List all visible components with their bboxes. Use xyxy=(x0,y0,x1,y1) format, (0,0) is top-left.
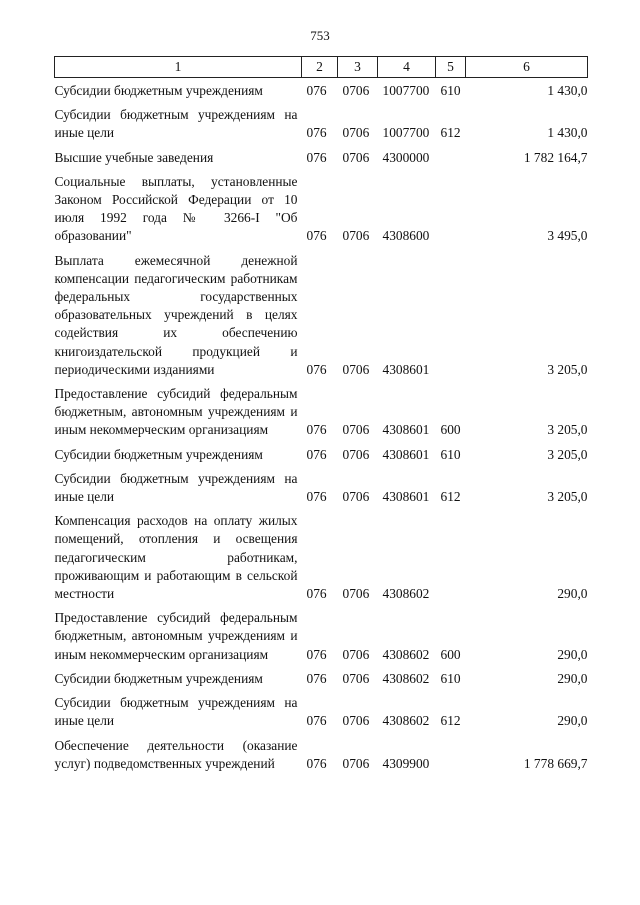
table-row xyxy=(55,379,588,440)
row-target-code: 4309900 xyxy=(382,755,430,771)
row-section-code: 0706 xyxy=(342,670,370,686)
table-row xyxy=(55,664,588,688)
row-ministry-code: 076 xyxy=(306,755,327,771)
row-name: Субсидии бюджетным учреждениям xyxy=(54,446,263,462)
row-section-code: 0706 xyxy=(342,489,370,505)
row-target-code: 4308602 xyxy=(382,646,430,662)
row-section-code: 0706 xyxy=(342,361,370,377)
row-section-code: 0706 xyxy=(342,149,370,165)
row-name: Обеспечение деятельности (оказание услуг) подведомственных учреждений xyxy=(54,737,298,771)
row-target-code: 4308602 xyxy=(382,586,430,602)
table-row xyxy=(55,143,588,167)
row-target-code: 1007700 xyxy=(382,83,430,98)
row-target-code: 4308601 xyxy=(382,361,430,377)
row-expense-type-code xyxy=(436,506,466,603)
row-expense-type-code xyxy=(436,143,466,167)
table-row xyxy=(55,603,588,664)
row-amount: 1 778 669,7 xyxy=(523,755,588,771)
row-amount: 1 430,0 xyxy=(547,83,588,98)
row-name: Компенсация расходов на оплату жилых помещений, отопления и освещения педагогическим работникам, проживающим и работающим в сельской местности xyxy=(54,513,298,602)
row-amount: 290,0 xyxy=(557,670,588,686)
row-name: Социальные выплаты, установленные Законом Российской Федерации от 10 июля 1992 года № 3266-I "Об образовании" xyxy=(54,173,298,244)
row-target-code: 4308601 xyxy=(382,446,430,462)
row-ministry-code: 076 xyxy=(306,125,327,141)
table-row xyxy=(55,167,588,246)
row-target-code: 4308601 xyxy=(382,489,430,505)
row-section-code: 0706 xyxy=(342,646,370,662)
column-header-5: 5 xyxy=(436,57,466,78)
row-name: Субсидии бюджетным учреждениям на иные цели xyxy=(54,107,298,141)
column-header-6: 6 xyxy=(466,57,588,78)
row-ministry-code: 076 xyxy=(306,670,327,686)
table-header-row xyxy=(55,57,588,78)
budget-table xyxy=(54,56,588,773)
row-expense-type-code xyxy=(436,167,466,246)
row-amount: 3 205,0 xyxy=(547,422,588,438)
row-name: Предоставление субсидий федеральным бюджетным, автономным учреждениям и иным некоммерческим организациям xyxy=(54,386,298,438)
row-ministry-code: 076 xyxy=(306,422,327,438)
row-expense-type-code: 612 xyxy=(440,713,461,729)
row-ministry-code: 076 xyxy=(306,586,327,602)
column-header-3: 3 xyxy=(338,57,378,78)
row-section-code: 0706 xyxy=(342,83,370,98)
table-row xyxy=(55,78,588,101)
row-ministry-code: 076 xyxy=(306,713,327,729)
row-section-code: 0706 xyxy=(342,713,370,729)
column-header-2: 2 xyxy=(302,57,338,78)
row-ministry-code: 076 xyxy=(306,446,327,462)
row-amount: 3 205,0 xyxy=(547,489,588,505)
row-expense-type-code: 612 xyxy=(440,489,461,505)
row-ministry-code: 076 xyxy=(306,361,327,377)
row-expense-type-code: 610 xyxy=(440,83,461,98)
row-section-code: 0706 xyxy=(342,446,370,462)
row-section-code: 0706 xyxy=(342,586,370,602)
table-body xyxy=(55,78,588,773)
table-row xyxy=(55,100,588,142)
row-amount: 1 782 164,7 xyxy=(523,149,588,165)
row-section-code: 0706 xyxy=(342,422,370,438)
row-ministry-code: 076 xyxy=(306,149,327,165)
row-amount: 3 205,0 xyxy=(547,446,588,462)
row-target-code: 4300000 xyxy=(382,149,430,165)
row-expense-type-code: 600 xyxy=(440,422,461,438)
row-name: Предоставление субсидий федеральным бюджетным, автономным учреждениям и иным некоммерческим организациям xyxy=(54,610,298,662)
row-target-code: 4308600 xyxy=(382,228,430,244)
row-expense-type-code xyxy=(436,246,466,379)
row-amount: 290,0 xyxy=(557,586,588,602)
row-ministry-code: 076 xyxy=(306,228,327,244)
row-expense-type-code: 610 xyxy=(440,446,461,462)
row-ministry-code: 076 xyxy=(306,83,327,98)
row-name: Субсидии бюджетным учреждениям xyxy=(54,670,263,686)
row-expense-type-code: 612 xyxy=(440,125,461,141)
row-section-code: 0706 xyxy=(342,125,370,141)
table-row xyxy=(55,246,588,379)
row-name: Субсидии бюджетным учреждениям на иные цели xyxy=(54,470,298,505)
table-row xyxy=(55,464,588,506)
table-row xyxy=(55,506,588,603)
row-amount: 290,0 xyxy=(557,713,588,729)
column-header-1: 1 xyxy=(55,57,302,78)
row-name: Высшие учебные заведения xyxy=(54,149,214,165)
row-amount: 3 205,0 xyxy=(547,361,588,377)
row-name: Выплата ежемесячной денежной компенсации педагогическим работникам федеральных государственных образовательных учреждений в целях содействия их обеспечению книгоиздательской продукцией и периодическими изданиями xyxy=(54,252,298,377)
row-expense-type-code: 600 xyxy=(440,646,461,662)
row-name: Субсидии бюджетным учреждениям на иные цели xyxy=(54,695,298,729)
row-target-code: 4308602 xyxy=(382,713,430,729)
row-target-code: 4308602 xyxy=(382,670,430,686)
table-row xyxy=(55,688,588,730)
table-row xyxy=(55,440,588,464)
row-section-code: 0706 xyxy=(342,755,370,771)
row-amount: 1 430,0 xyxy=(547,125,588,141)
page-number: 753 xyxy=(310,28,330,43)
table-row xyxy=(55,731,588,773)
row-target-code: 1007700 xyxy=(382,125,430,141)
row-amount: 3 495,0 xyxy=(547,228,588,244)
row-expense-type-code: 610 xyxy=(440,670,461,686)
row-target-code: 4308601 xyxy=(382,422,430,438)
row-section-code: 0706 xyxy=(342,228,370,244)
column-header-4: 4 xyxy=(378,57,436,78)
row-ministry-code: 076 xyxy=(306,489,327,505)
row-amount: 290,0 xyxy=(557,646,588,662)
row-name: Субсидии бюджетным учреждениям xyxy=(54,83,263,98)
row-expense-type-code xyxy=(436,731,466,773)
row-ministry-code: 076 xyxy=(306,646,327,662)
